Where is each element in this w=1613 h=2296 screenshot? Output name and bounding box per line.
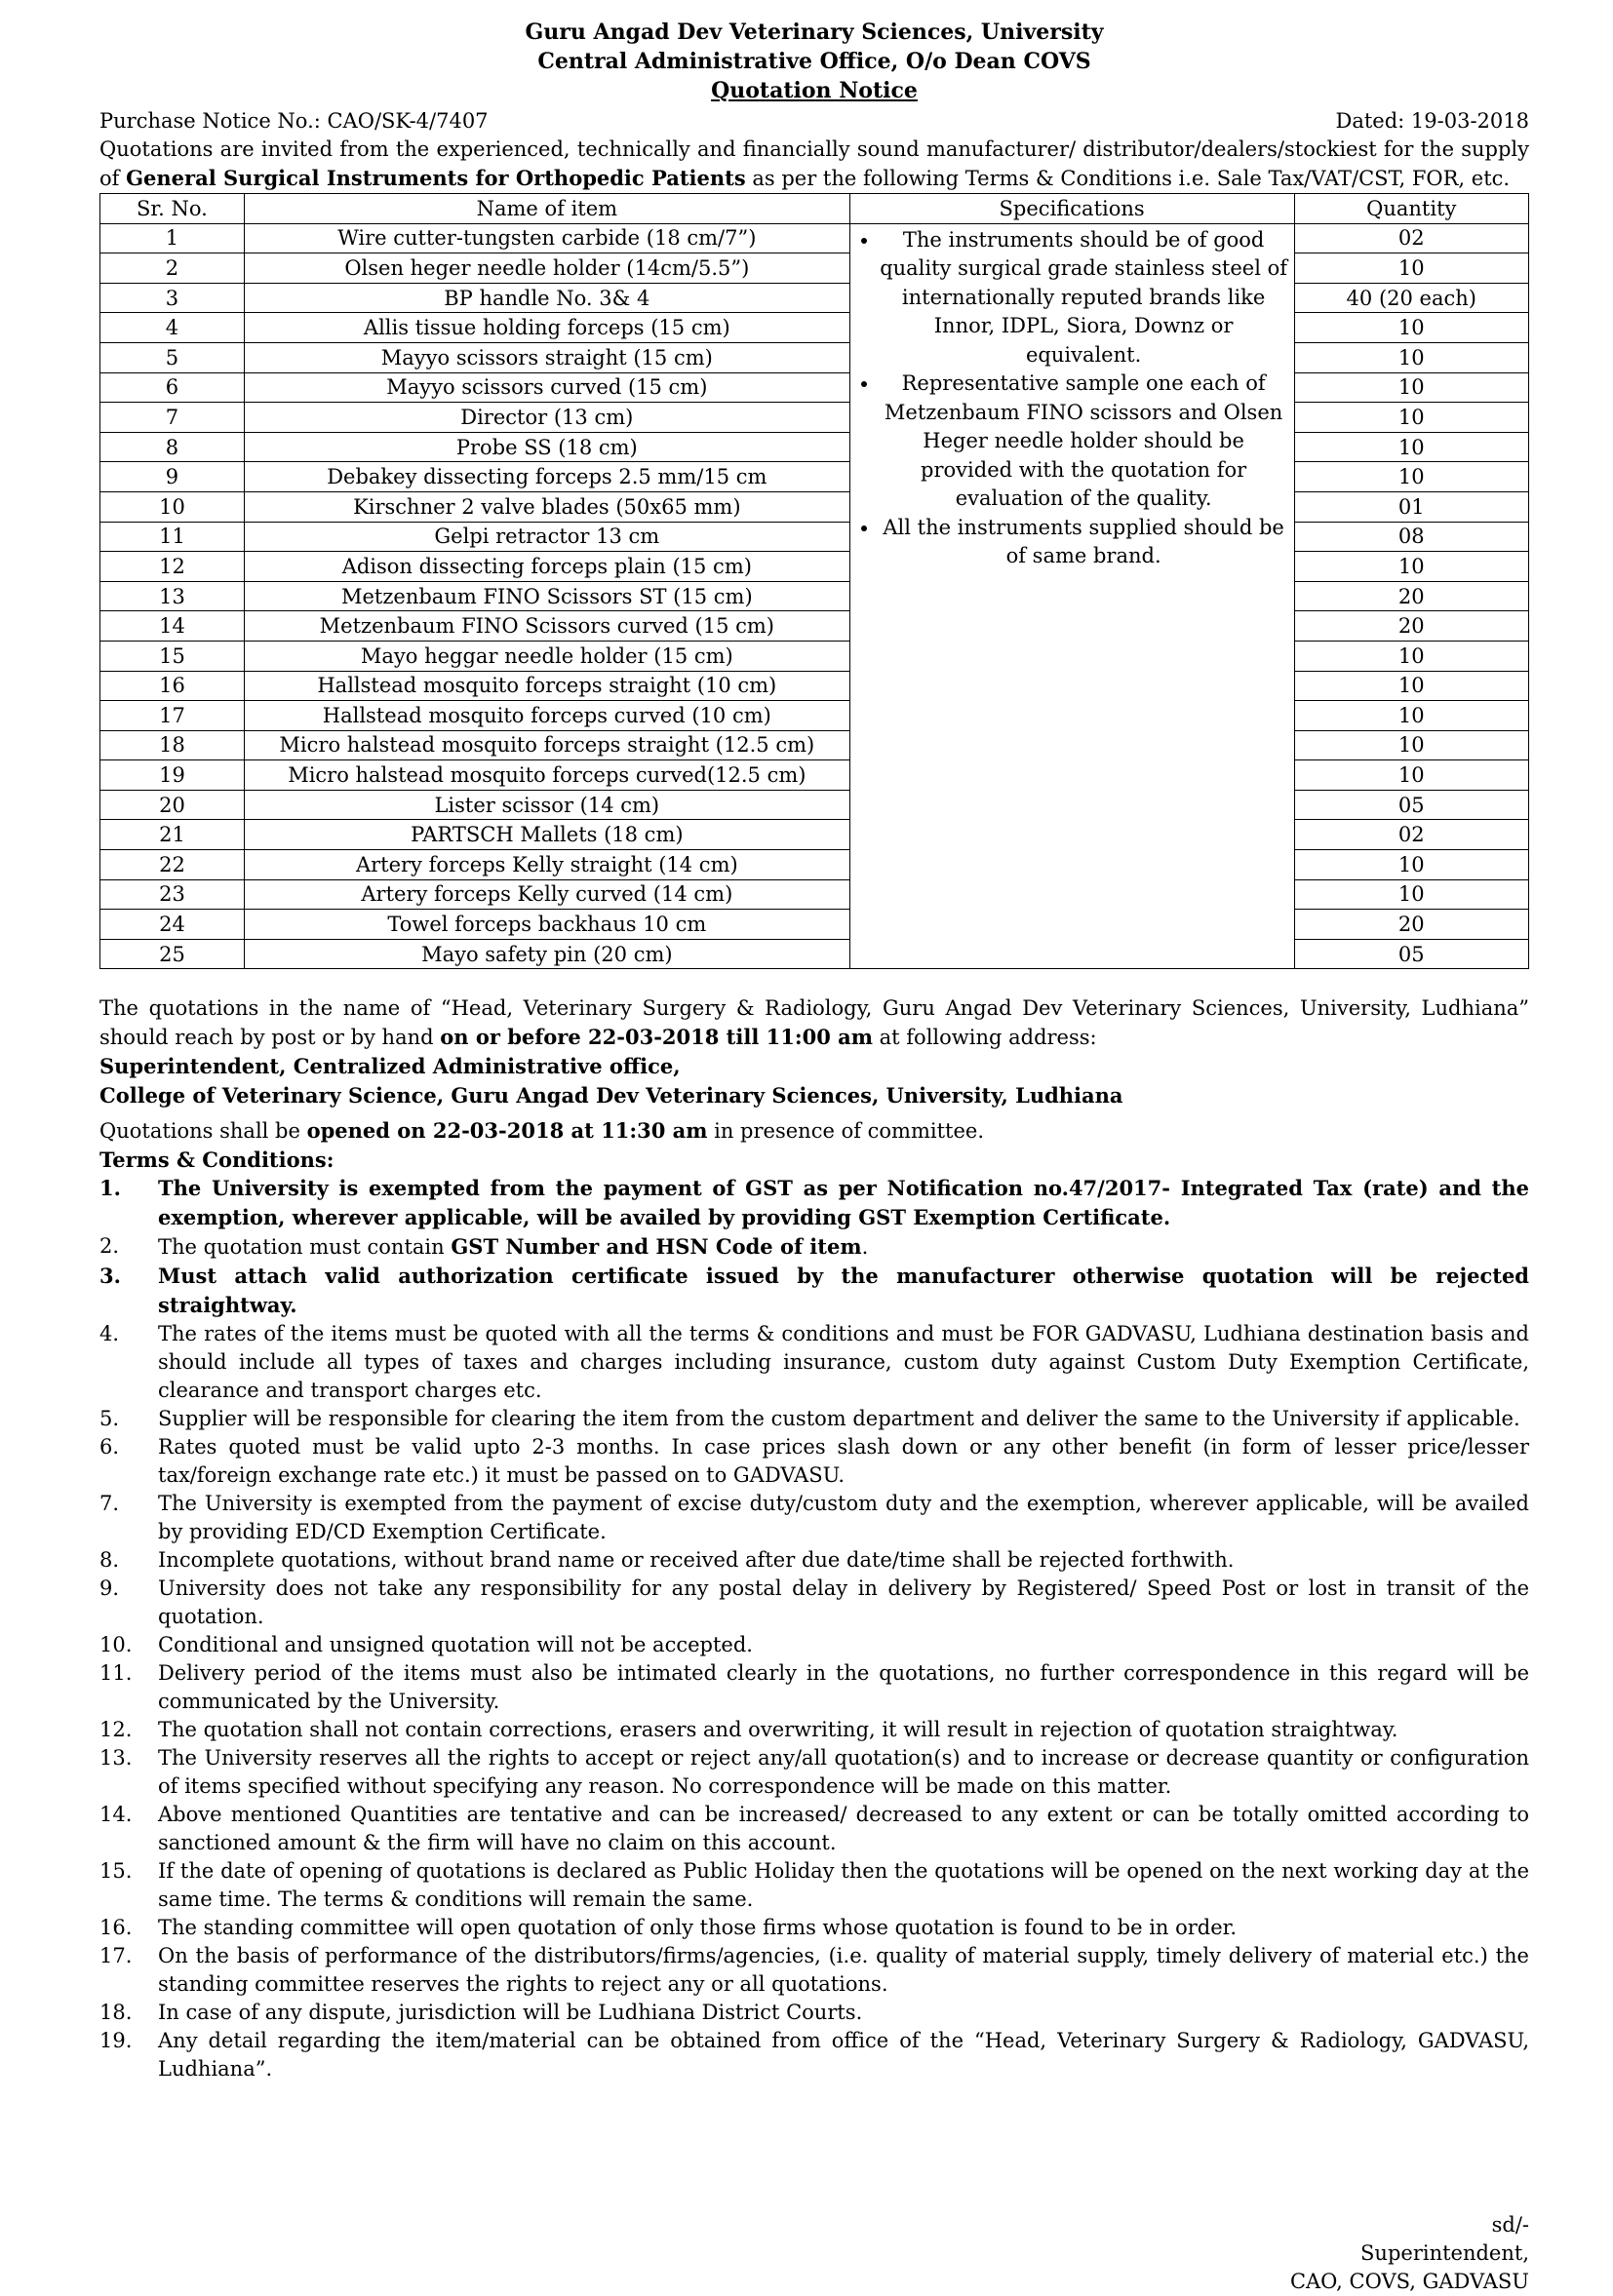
term-text [158, 1546, 1529, 1575]
term-text [158, 1801, 1529, 1857]
term-text-bold: The University is exempted from the payment of GST as per Notification no.47/2017- Integrated Tax (rate) and the exemption, wherever applicable, will be availed by providing GST Exemption Certificate. [158, 1176, 1529, 1230]
term-item [99, 1262, 1529, 1320]
row-sr-no: 23 [100, 879, 245, 910]
term-text-plain: Delivery period of the items must also be intimated clearly in the quotations, no further correspondence in this regard will be communicated by the University. [158, 1661, 1529, 1714]
table-row [100, 342, 1529, 372]
row-quantity: 40 (20 each) [1294, 283, 1528, 313]
term-number: 8. [99, 1548, 120, 1573]
row-quantity: 10 [1294, 403, 1528, 433]
term-number: 19. [99, 2029, 133, 2053]
row-sr-no: 9 [100, 462, 245, 492]
row-sr-no: 16 [100, 671, 245, 701]
specifications-cell [849, 223, 1294, 969]
table-row [100, 730, 1529, 760]
term-item [99, 1546, 1529, 1575]
row-item-name: Artery forceps Kelly straight (14 cm) [244, 850, 849, 880]
intro-text-1: Quotations are invited from the experienced, technically and financially sound manufacturer/ distributor/dealers/stockiest for the supply of [99, 137, 1529, 190]
table-row [100, 760, 1529, 791]
term-item [99, 1942, 1529, 1999]
row-quantity: 10 [1294, 641, 1528, 671]
term-item [99, 1490, 1529, 1546]
table-row [100, 462, 1529, 492]
row-quantity: 10 [1294, 760, 1528, 791]
table-row [100, 372, 1529, 403]
row-quantity: 05 [1294, 939, 1528, 969]
signature-sd: sd/- [1491, 2213, 1529, 2237]
term-item [99, 2027, 1529, 2083]
term-text-plain: The rates of the items must be quoted with all the terms & conditions and must be FOR GADVASU, Ludhiana destination basis and should include all types of taxes and charges including insurance, custom duty against Custom Duty Exemption Certificate, clearance and transport charges etc. [158, 1322, 1529, 1403]
document-title: Quotation Notice [711, 78, 918, 103]
term-number: 16. [99, 1916, 133, 1940]
term-text-plain: Incomplete quotations, without brand name or received after due date/time shall be rejected forthwith. [158, 1548, 1235, 1573]
opening-datetime: opened on 22-03-2018 at 11:30 am [306, 1118, 708, 1144]
term-text-plain: Any detail regarding the item/material can be obtained from office of the “Head, Veterinary Surgery & Radiology, GADVASU, Ludhiana”. [158, 2029, 1529, 2082]
term-text [158, 1262, 1529, 1320]
row-item-name: Probe SS (18 cm) [244, 432, 849, 462]
term-text [158, 1716, 1529, 1744]
row-quantity: 10 [1294, 850, 1528, 880]
row-quantity: 10 [1294, 342, 1528, 372]
intro-paragraph [99, 136, 1529, 193]
term-text-plain: University does not take any responsibility for any postal delay in delivery by Registered/ Speed Post or lost in transit of the quotation. [158, 1576, 1529, 1629]
row-item-name: Micro halstead mosquito forceps straight (12.5 cm) [244, 730, 849, 760]
header-sr-no: Sr. No. [100, 194, 245, 224]
term-text [158, 1433, 1529, 1490]
row-item-name: PARTSCH Mallets (18 cm) [244, 820, 849, 850]
term-item [99, 1801, 1529, 1857]
term-text-plain: If the date of opening of quotations is declared as Public Holiday then the quotations will be opened on the next working day at the same time. The terms & conditions will remain the same. [158, 1859, 1529, 1912]
term-text-plain: In case of any dispute, jurisdiction will be Ludhiana District Courts. [158, 2001, 863, 2025]
term-item [99, 1232, 1529, 1262]
table-row [100, 820, 1529, 850]
row-sr-no: 1 [100, 223, 245, 253]
table-row [100, 790, 1529, 820]
term-text-plain: The quotation must contain [158, 1235, 452, 1260]
signature-title: Superintendent, [1360, 2241, 1529, 2265]
term-text [158, 1174, 1529, 1232]
row-sr-no: 19 [100, 760, 245, 791]
table-row [100, 671, 1529, 701]
row-item-name: Allis tissue holding forceps (15 cm) [244, 313, 849, 343]
row-quantity: 01 [1294, 491, 1528, 522]
specification-item: • All the instruments supplied should be of same brand. [880, 514, 1288, 571]
term-text-tail: . [861, 1235, 869, 1260]
table-row [100, 581, 1529, 611]
row-quantity: 10 [1294, 730, 1528, 760]
table-row [100, 253, 1529, 284]
term-text [158, 1631, 1529, 1659]
row-quantity: 08 [1294, 522, 1528, 552]
row-quantity: 10 [1294, 313, 1528, 343]
header-specifications: Specifications [849, 194, 1294, 224]
term-item [99, 1575, 1529, 1631]
submission-section [99, 994, 1529, 1146]
row-sr-no: 7 [100, 403, 245, 433]
term-number: 17. [99, 1944, 133, 1968]
table-row [100, 491, 1529, 522]
intro-text-bold: General Surgical Instruments for Orthopedic Patients [126, 166, 746, 190]
row-quantity: 20 [1294, 611, 1528, 642]
row-sr-no: 15 [100, 641, 245, 671]
intro-text-2: as per the following Terms & Conditions i.e. Sale Tax/VAT/CST, FOR, etc. [745, 167, 1511, 190]
term-text-plain: The University reserves all the rights to accept or reject any/all quotation(s) and to increase or decrease quantity or configuration of items specified without specifying any reason. No correspondence will be made on this matter. [158, 1746, 1529, 1799]
row-item-name: Mayyo scissors curved (15 cm) [244, 372, 849, 403]
row-quantity: 10 [1294, 253, 1528, 284]
row-sr-no: 12 [100, 552, 245, 582]
term-number: 6. [99, 1435, 120, 1459]
term-number: 12. [99, 1718, 133, 1742]
term-text-plain: The quotation shall not contain corrections, erasers and overwriting, it will result in rejection of quotation straightway. [158, 1718, 1398, 1742]
terms-list [99, 1174, 1529, 2083]
term-number: 10. [99, 1633, 133, 1657]
term-item [99, 1433, 1529, 1490]
term-item [99, 1631, 1529, 1659]
term-text [158, 1405, 1529, 1433]
term-number: 2. [99, 1234, 120, 1259]
term-text-plain: The University is exempted from the payment of excise duty/custom duty and the exemption, wherever applicable, will be availed by providing ED/CD Exemption Certificate. [158, 1492, 1529, 1544]
term-text [158, 1320, 1529, 1405]
signature-block [1290, 2211, 1529, 2296]
row-sr-no: 17 [100, 701, 245, 731]
term-number: 7. [99, 1492, 120, 1516]
header-quantity: Quantity [1294, 194, 1528, 224]
submission-paragraph [99, 994, 1529, 1052]
row-sr-no: 13 [100, 581, 245, 611]
table-row [100, 223, 1529, 253]
row-sr-no: 5 [100, 342, 245, 372]
specification-item: • The instruments should be of good quality surgical grade stainless steel of internationally reputed brands like Innor, IDPL, Siora, Downz or equivalent. [880, 226, 1288, 370]
row-item-name: Artery forceps Kelly curved (14 cm) [244, 879, 849, 910]
term-item [99, 1174, 1529, 1232]
row-sr-no: 10 [100, 491, 245, 522]
term-text-plain: Conditional and unsigned quotation will not be accepted. [158, 1633, 753, 1657]
row-item-name: Debakey dissecting forceps 2.5 mm/15 cm [244, 462, 849, 492]
term-number: 3. [99, 1264, 121, 1289]
row-quantity: 02 [1294, 820, 1528, 850]
row-sr-no: 20 [100, 790, 245, 820]
row-quantity: 02 [1294, 223, 1528, 253]
row-sr-no: 21 [100, 820, 245, 850]
opening-text-1: Quotations shall be [99, 1119, 307, 1144]
row-quantity: 10 [1294, 432, 1528, 462]
submission-text-1: The quotations in the name of “Head, Veterinary Surgery & Radiology, Guru Angad Dev Veterinary Sciences, University, Ludhiana” should reach by post or by hand [99, 996, 1529, 1050]
term-number: 13. [99, 1746, 133, 1771]
table-row [100, 879, 1529, 910]
row-sr-no: 11 [100, 522, 245, 552]
term-text [158, 1490, 1529, 1546]
row-item-name: Wire cutter-tungsten carbide (18 cm/7”) [244, 223, 849, 253]
row-quantity: 10 [1294, 879, 1528, 910]
address-line-1: Superintendent, Centralized Administrative office, [99, 1054, 681, 1079]
header-item-name: Name of item [244, 194, 849, 224]
terms-title: Terms & Conditions: [99, 1148, 334, 1173]
term-item [99, 1659, 1529, 1716]
row-sr-no: 3 [100, 283, 245, 313]
submission-deadline: on or before 22-03-2018 till 11:00 am [440, 1025, 873, 1050]
row-item-name: Lister scissor (14 cm) [244, 790, 849, 820]
notice-meta [99, 107, 1529, 136]
quotation-notice-page [99, 18, 1529, 2083]
row-quantity: 10 [1294, 552, 1528, 582]
row-sr-no: 8 [100, 432, 245, 462]
notice-number: Purchase Notice No.: CAO/SK-4/7407 [99, 109, 489, 133]
term-text [158, 1659, 1529, 1716]
term-text [158, 1744, 1529, 1801]
term-item [99, 1999, 1529, 2027]
table-row [100, 910, 1529, 940]
term-item [99, 1744, 1529, 1801]
row-quantity: 20 [1294, 581, 1528, 611]
row-item-name: Hallstead mosquito forceps curved (10 cm) [244, 701, 849, 731]
table-row [100, 850, 1529, 880]
term-text [158, 1575, 1529, 1631]
row-sr-no: 24 [100, 910, 245, 940]
row-item-name: Metzenbaum FINO Scissors ST (15 cm) [244, 581, 849, 611]
items-table-body [100, 223, 1529, 969]
term-text [158, 1942, 1529, 1999]
table-row [100, 432, 1529, 462]
table-row [100, 403, 1529, 433]
row-quantity: 10 [1294, 701, 1528, 731]
items-table [99, 193, 1529, 969]
table-row [100, 283, 1529, 313]
term-item [99, 1716, 1529, 1744]
row-sr-no: 18 [100, 730, 245, 760]
office-name: Central Administrative Office, O/o Dean COVS [537, 49, 1091, 74]
row-sr-no: 2 [100, 253, 245, 284]
term-number: 14. [99, 1803, 133, 1827]
term-text-plain: Rates quoted must be valid upto 2-3 months. In case prices slash down or any other benefit (in form of lesser price/lesser tax/foreign exchange rate etc.) it must be passed on to GADVASU. [158, 1435, 1529, 1488]
row-item-name: Mayyo scissors straight (15 cm) [244, 342, 849, 372]
row-quantity: 20 [1294, 910, 1528, 940]
row-item-name: Adison dissecting forceps plain (15 cm) [244, 552, 849, 582]
row-item-name: Hallstead mosquito forceps straight (10 cm) [244, 671, 849, 701]
term-number: 1. [99, 1176, 121, 1201]
opening-text-2: in presence of committee. [707, 1119, 985, 1144]
row-item-name: BP handle No. 3& 4 [244, 283, 849, 313]
table-row [100, 522, 1529, 552]
row-sr-no: 14 [100, 611, 245, 642]
term-text [158, 1232, 1529, 1262]
term-text-plain: Above mentioned Quantities are tentative and can be increased/ decreased to any extent or can be totally omitted according to sanctioned amount & the firm will have no claim on this account. [158, 1803, 1529, 1855]
term-number: 11. [99, 1661, 133, 1686]
term-number: 15. [99, 1859, 133, 1884]
opening-paragraph [99, 1116, 1529, 1146]
term-number: 4. [99, 1322, 120, 1346]
term-item [99, 1405, 1529, 1433]
row-sr-no: 25 [100, 939, 245, 969]
row-item-name: Mayo heggar needle holder (15 cm) [244, 641, 849, 671]
row-item-name: Director (13 cm) [244, 403, 849, 433]
table-row [100, 701, 1529, 731]
term-text-plain: Supplier will be responsible for clearing the item from the custom department and deliver the same to the University if applicable. [158, 1407, 1520, 1431]
term-text [158, 2027, 1529, 2083]
term-number: 9. [99, 1576, 120, 1601]
term-text [158, 1999, 1529, 2027]
submission-text-2: at following address: [872, 1026, 1097, 1050]
row-quantity: 10 [1294, 462, 1528, 492]
row-quantity: 10 [1294, 671, 1528, 701]
table-row [100, 552, 1529, 582]
signature-office: CAO, COVS, GADVASU [1289, 2270, 1529, 2293]
row-quantity: 05 [1294, 790, 1528, 820]
term-item [99, 1914, 1529, 1942]
term-text-bold: Must attach valid authorization certificate issued by the manufacturer otherwise quotation will be rejected straightway. [158, 1264, 1529, 1318]
row-item-name: Kirschner 2 valve blades (50x65 mm) [244, 491, 849, 522]
row-sr-no: 22 [100, 850, 245, 880]
specification-item: • Representative sample one each of Metzenbaum FINO scissors and Olsen Heger needle holder should be provided with the quotation for evaluation of the quality. [880, 370, 1288, 514]
address-line-2: College of Veterinary Science, Guru Angad Dev Veterinary Sciences, University, Ludhiana [99, 1083, 1123, 1109]
term-text-plain: The standing committee will open quotation of only those firms whose quotation is found to be in order. [158, 1916, 1238, 1940]
term-text [158, 1914, 1529, 1942]
row-sr-no: 6 [100, 372, 245, 403]
table-row [100, 313, 1529, 343]
specifications-list [856, 226, 1288, 571]
term-text-plain: On the basis of performance of the distributors/firms/agencies, (i.e. quality of material supply, timely delivery of material etc.) the standing committee reserves the rights to reject any or all quotations. [158, 1944, 1529, 1997]
table-header-row [100, 194, 1529, 224]
row-item-name: Towel forceps backhaus 10 cm [244, 910, 849, 940]
table-row [100, 939, 1529, 969]
row-sr-no: 4 [100, 313, 245, 343]
row-quantity: 10 [1294, 372, 1528, 403]
term-number: 18. [99, 2001, 133, 2025]
term-item [99, 1320, 1529, 1405]
row-item-name: Gelpi retractor 13 cm [244, 522, 849, 552]
term-text-bold: GST Number and HSN Code of item [451, 1234, 862, 1260]
row-item-name: Olsen heger needle holder (14cm/5.5”) [244, 253, 849, 284]
university-name: Guru Angad Dev Veterinary Sciences, University [525, 19, 1104, 45]
row-item-name: Metzenbaum FINO Scissors curved (15 cm) [244, 611, 849, 642]
term-item [99, 1857, 1529, 1914]
row-item-name: Micro halstead mosquito forceps curved(12.5 cm) [244, 760, 849, 791]
notice-date: Dated: 19-03-2018 [1335, 109, 1529, 133]
row-item-name: Mayo safety pin (20 cm) [244, 939, 849, 969]
table-row [100, 611, 1529, 642]
term-number: 5. [99, 1407, 120, 1431]
table-row [100, 641, 1529, 671]
term-text [158, 1857, 1529, 1914]
